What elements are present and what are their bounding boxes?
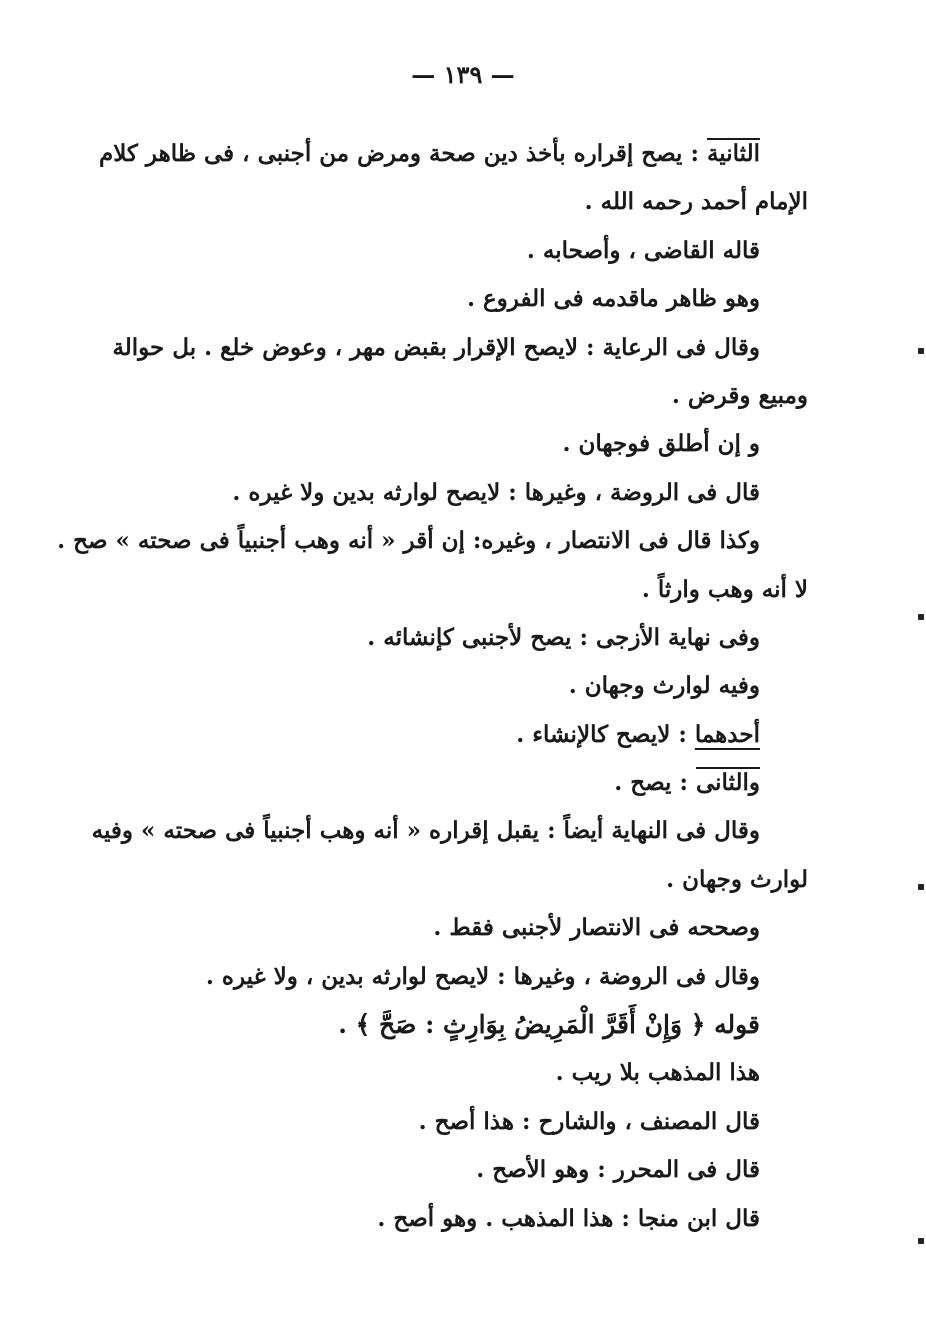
text-line: الإمام أحمد رحمه الله . bbox=[584, 188, 808, 216]
margin-mark bbox=[918, 884, 924, 890]
page-number: — ١٣٩ — bbox=[411, 60, 515, 89]
margin-mark bbox=[918, 1238, 924, 1244]
margin-mark bbox=[918, 614, 924, 620]
text-line: وقال فى الرعاية : لايصح الإقرار بقبض مهر ، وعوض خلع . بل حوالة bbox=[112, 333, 760, 361]
section-label: والثانى bbox=[695, 769, 760, 797]
margin-mark bbox=[918, 348, 924, 354]
text-line: قال فى المحرر : وهو الأصح . bbox=[476, 1156, 760, 1184]
text-line: قاله القاضى ، وأصحابه . bbox=[526, 236, 760, 264]
text-line: وقال فى النهاية أيضاً : يقبل إقراره « أنه وهب أجنبياً فى صحته » وفيه bbox=[91, 817, 760, 845]
text-line: الثانية : يصح إقراره بأخذ دين صحة ومرض من أجنبى ، فى ظاهر كلام bbox=[98, 140, 760, 167]
text-line bbox=[158, 1001, 808, 1049]
text-line: وفى نهاية الأزجى : يصح لأجنبى كإنشائه . bbox=[367, 623, 760, 651]
section-label: أحدهما bbox=[694, 720, 760, 748]
text-line: وصححه فى الانتصار لأجنبى فقط . bbox=[433, 914, 760, 942]
text-line: ومبيع وقرض . bbox=[671, 381, 808, 409]
text-line: وكذا قال فى الانتصار ، وغيره: إن أقر « أنه وهب أجنبياً فى صحته » صح . bbox=[57, 527, 760, 555]
text-line: قال فى الروضة ، وغيرها : لايصح لوارثه بدين ولا غيره . bbox=[232, 478, 760, 506]
text-line: لوارث وجهان . bbox=[666, 865, 808, 893]
text-line: وهو ظاهر ماقدمه فى الفروع . bbox=[466, 285, 760, 313]
section-label: قوله bbox=[714, 1010, 760, 1040]
text-line: و إن أطلق فوجهان . bbox=[562, 430, 760, 458]
text-line: قال المصنف ، والشارح : هذا أصح . bbox=[418, 1107, 760, 1135]
text-line: هذا المذهب بلا ريب . bbox=[555, 1059, 760, 1087]
text-line: أحدهما : لايصح كالإنشاء . bbox=[516, 720, 760, 748]
text-line: وفيه لوارث وجهان . bbox=[568, 672, 760, 700]
body-text bbox=[57, 130, 808, 1243]
text-line: لا أنه وهب وارثاً . bbox=[641, 575, 808, 603]
quoted-text: ﴿ وَإِنْ أَقَرَّ الْمَرِيضُ بِوَارِثٍ : صَحَّ ﴾ . bbox=[338, 1010, 706, 1040]
text-line: وقال فى الروضة ، وغيرها : لايصح لوارثه بدين ، ولا غيره . bbox=[205, 962, 760, 990]
section-label: الثانية bbox=[706, 140, 760, 167]
text-line: والثانى : يصح . bbox=[614, 769, 760, 797]
text-line: قال ابن منجا : هذا المذهب . وهو أصح . bbox=[377, 1204, 760, 1232]
